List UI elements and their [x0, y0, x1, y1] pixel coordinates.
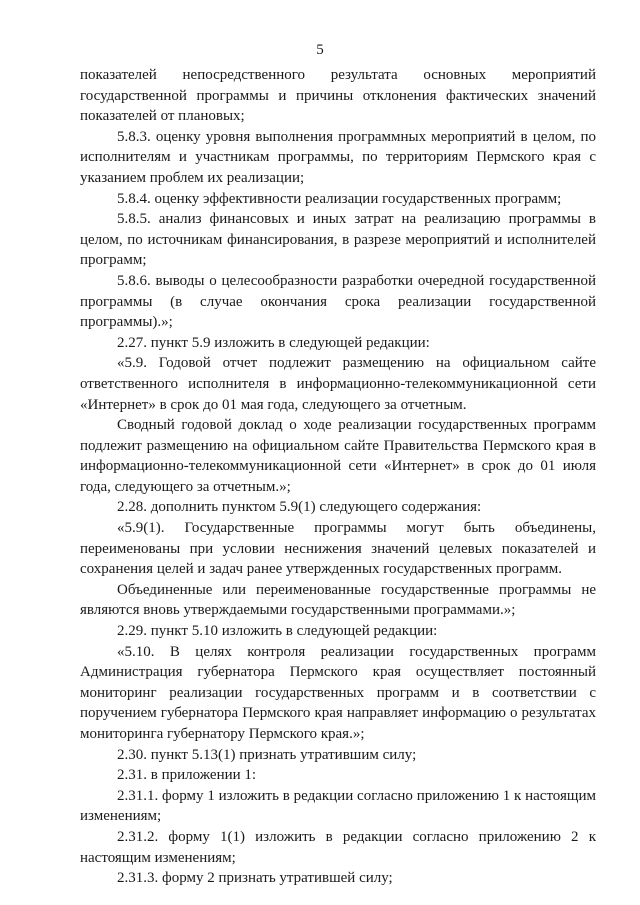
paragraph-2-28: 2.28. дополнить пунктом 5.9(1) следующего содержания:	[117, 499, 482, 516]
paragraph-5-8-4: 5.8.4. оценку эффективности реализации государственных программ;	[117, 190, 562, 207]
paragraph-2-31-3: 2.31.3. форму 2 признать утратившей силу;	[117, 870, 393, 887]
paragraph-5-9: «5.9. Годовой отчет подлежит размещению на официальном сайте ответственного исполнителя в информационно-телекоммуникационной сети «Интернет» в срок до 01 мая года, следующего за отчетным.	[80, 355, 596, 413]
paragraph-merged-programs: Объединенные или переименованные государственные программы не являются вновь утверждаемыми государственными программами.»;	[80, 581, 596, 619]
paragraph-2-29: 2.29. пункт 5.10 изложить в следующей редакции:	[117, 623, 438, 640]
paragraph-5-10: «5.10. В целях контроля реализации государственных программ Администрация губернатора Пермского края осуществляет постоянный мониторинг реализации государственных программ и в соответствии с поручением губернатора Пермского края направляет информацию о результатах мониторинга губернатору Пермского края.»;	[80, 643, 596, 742]
paragraph-2-31-1: 2.31.1. форму 1 изложить в редакции согласно приложению 1 к настоящим изменениям;	[80, 787, 596, 825]
page-number: 5	[316, 42, 324, 58]
paragraph-5-8-3: 5.8.3. оценку уровня выполнения программных мероприятий в целом, по исполнителям и участникам программы, по территориям Пермского края с указанием проблем их реализации;	[80, 128, 596, 186]
paragraph-5-8-5: 5.8.5. анализ финансовых и иных затрат на реализацию программы в целом, по источникам финансирования, в разрезе мероприятий и исполнителей программ;	[80, 211, 596, 269]
paragraph-2-27: 2.27. пункт 5.9 изложить в следующей редакции:	[117, 334, 430, 351]
paragraph-2-30: 2.30. пункт 5.13(1) признать утратившим силу;	[117, 746, 417, 763]
paragraph-continuation: показателей непосредственного результата основных мероприятий государственной программы и причины отклонения фактических значений показателей от плановых;	[80, 67, 596, 125]
paragraph-summary-report: Сводный годовой доклад о ходе реализации государственных программ подлежит размещению на официальном сайте Правительства Пермского края в информационно-телекоммуникационной сети «Интернет» в срок до 01 июля года, следующего за отчетным.»;	[80, 417, 596, 495]
paragraph-5-8-6: 5.8.6. выводы о целесообразности разработки очередной государственной программы (в случае окончания срока реализации государственной программы).»;	[80, 272, 596, 331]
paragraph-2-31-2: 2.31.2. форму 1(1) изложить в редакции согласно приложению 2 к настоящим изменениям;	[80, 828, 596, 866]
paragraph-2-31: 2.31. в приложении 1:	[117, 767, 257, 784]
paragraph-5-9-1: «5.9(1). Государственные программы могут быть объединены, переименованы при условии неснижения значений целевых показателей и сохранения целей и задач ранее утвержденных государственных программ.	[80, 520, 596, 578]
document-body	[80, 65, 596, 889]
